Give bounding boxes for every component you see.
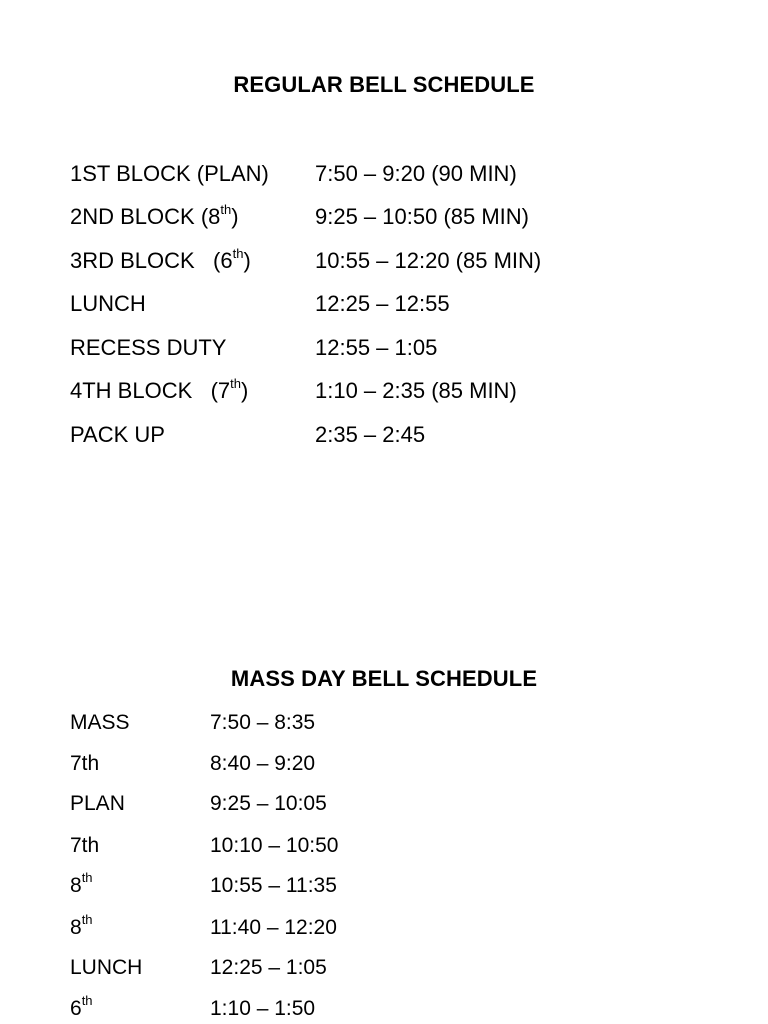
period-time: 11:40 – 12:20: [210, 916, 337, 939]
period-name: 3RD BLOCK (6th): [70, 245, 251, 273]
period-name: 1ST BLOCK (PLAN): [70, 161, 269, 186]
period-time: 10:10 – 10:50: [210, 834, 339, 857]
period-name: 7th: [70, 834, 100, 857]
period-time: 8:40 – 9:20: [210, 752, 316, 775]
period-time: 10:55 – 12:20 (85 MIN): [315, 248, 542, 273]
period-name: LUNCH: [70, 291, 146, 316]
period-time: 7:50 – 9:20 (90 MIN): [315, 161, 517, 186]
period-time: 9:25 – 10:05: [210, 792, 327, 815]
period-name: 4TH BLOCK (7th): [70, 375, 249, 403]
period-time: 12:55 – 1:05: [315, 335, 438, 360]
period-name: 8th: [70, 912, 93, 939]
period-name: PACK UP: [70, 422, 165, 447]
regular-schedule-title: REGULAR BELL SCHEDULE: [233, 72, 535, 97]
period-time: 10:55 – 11:35: [210, 874, 337, 897]
period-name: 6th: [70, 993, 93, 1020]
period-name: 7th: [70, 752, 100, 775]
period-name: MASS: [70, 711, 130, 734]
mass-schedule-title: MASS DAY BELL SCHEDULE: [230, 666, 538, 691]
period-name: LUNCH: [70, 956, 143, 979]
period-name: PLAN: [70, 792, 125, 815]
period-time: 1:10 – 1:50: [210, 997, 316, 1020]
period-name: 2ND BLOCK (8th): [70, 201, 239, 229]
period-time: 12:25 – 12:55: [315, 291, 450, 316]
period-name: RECESS DUTY: [70, 335, 227, 360]
period-name: 8th: [70, 870, 93, 897]
period-time: 7:50 – 8:35: [210, 711, 316, 734]
period-time: 1:10 – 2:35 (85 MIN): [315, 378, 517, 403]
period-time: 12:25 – 1:05: [210, 956, 327, 979]
period-time: 9:25 – 10:50 (85 MIN): [315, 204, 530, 229]
period-time: 2:35 – 2:45: [315, 422, 426, 447]
